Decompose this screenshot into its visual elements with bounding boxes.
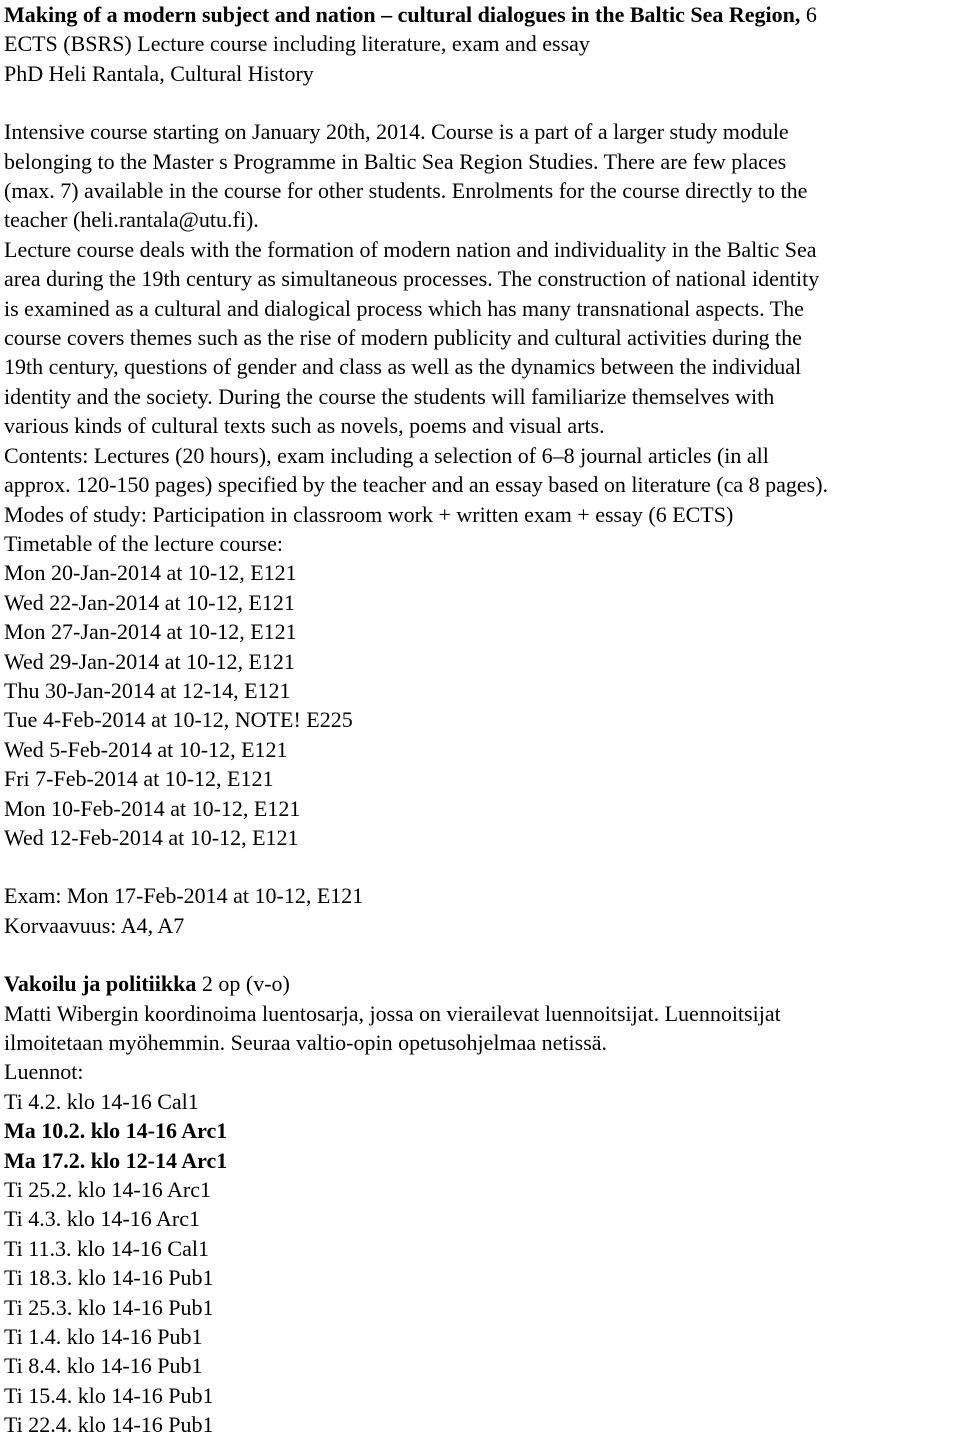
timetable-row: Wed 12-Feb-2014 at 10-12, E121 — [4, 824, 299, 850]
timetable-row: Wed 29-Jan-2014 at 10-12, E121 — [4, 648, 295, 674]
timetable-row: Tue 4-Feb-2014 at 10-12, NOTE! E225 — [4, 707, 353, 733]
description-line: area during the 19th century as simultaneous processes. The construction of national identity — [4, 266, 820, 292]
intro-line: Intensive course starting on January 20th, 2014. Course is a part of a larger study module — [4, 119, 789, 145]
course2-desc-line: Matti Wibergin koordinoima luentosarja, jossa on vierailevat luennoitsijat. Luennoitsijat — [4, 1000, 781, 1026]
course1-title-line2: ECTS (BSRS) Lecture course including literature, exam and essay — [4, 31, 590, 57]
timetable-row: Fri 7-Feb-2014 at 10-12, E121 — [4, 766, 274, 792]
lecture-row: Ma 17.2. klo 12-14 Arc1 — [4, 1147, 228, 1173]
lecture-row: Ti 22.4. klo 14-16 Pub1 — [4, 1412, 214, 1438]
lecture-row: Ti 4.3. klo 14-16 Arc1 — [4, 1206, 200, 1232]
description-line: Lecture course deals with the formation of modern nation and individuality in the Baltic Sea — [4, 236, 817, 262]
description-line: identity and the society. During the course the students will familiarize themselves with — [4, 383, 775, 409]
course2-title — [4, 969, 956, 998]
course1-modes: Modes of study: Participation in classroom work + written exam + essay (6 ECTS) — [4, 501, 734, 527]
course1-timetable — [4, 558, 956, 852]
contents-line: Contents: Lectures (20 hours), exam including a selection of 6–8 journal articles (in all — [4, 442, 769, 468]
intro-line: teacher (heli.rantala@utu.fi). — [4, 207, 259, 233]
timetable-heading: Timetable of the lecture course: — [4, 530, 283, 556]
course2-lectures — [4, 1087, 956, 1440]
intro-line: (max. 7) available in the course for other students. Enrolments for the course directly to the — [4, 178, 808, 204]
course1-title-rest: 6 — [800, 2, 817, 27]
course2-title-bold: Vakoilu ja politiikka — [4, 971, 197, 997]
intro-line: belonging to the Master s Programme in Baltic Sea Region Studies. There are few places — [4, 148, 787, 174]
lecture-row: Ti 8.4. klo 14-16 Pub1 — [4, 1353, 203, 1379]
description-line: is examined as a cultural and dialogical process which has many transnational aspects. The — [4, 295, 804, 321]
description-line: course covers themes such as the rise of modern publicity and cultural activities during the — [4, 325, 802, 351]
timetable-row: Mon 20-Jan-2014 at 10-12, E121 — [4, 560, 297, 586]
description-line: various kinds of cultural texts such as novels, poems and visual arts. — [4, 413, 605, 439]
timetable-row: Mon 10-Feb-2014 at 10-12, E121 — [4, 795, 301, 821]
course2-title-rest: 2 op (v-o) — [196, 971, 290, 997]
lecture-row: Ti 15.4. klo 14-16 Pub1 — [4, 1382, 214, 1408]
lecture-row: Ti 25.2. klo 14-16 Arc1 — [4, 1177, 211, 1203]
contents-line: approx. 120-150 pages) specified by the teacher and an essay based on literature (ca 8 pages). — [4, 472, 829, 498]
lecture-row: Ma 10.2. klo 14-16 Arc1 — [4, 1118, 228, 1144]
timetable-row: Mon 27-Jan-2014 at 10-12, E121 — [4, 619, 297, 645]
course1-exam: Exam: Mon 17-Feb-2014 at 10-12, E121 — [4, 883, 364, 909]
course1-header — [4, 0, 956, 88]
course1-title-bold: Making of a modern subject and nation – cultural dialogues in the Baltic Sea Region, — [4, 2, 801, 27]
lecture-row: Ti 1.4. klo 14-16 Pub1 — [4, 1324, 203, 1350]
spacer — [4, 940, 956, 969]
lectures-heading: Luennot: — [4, 1059, 84, 1085]
description-line: 19th century, questions of gender and class as well as the dynamics between the individual — [4, 354, 802, 380]
lecture-row: Ti 18.3. klo 14-16 Pub1 — [4, 1265, 214, 1291]
course1-contents — [4, 441, 956, 500]
lecture-row: Ti 25.3. klo 14-16 Pub1 — [4, 1294, 214, 1320]
lecture-row: Ti 4.2. klo 14-16 Cal1 — [4, 1088, 199, 1114]
course2-description — [4, 999, 956, 1058]
course1-intro — [4, 117, 956, 235]
course1-title-line1 — [4, 0, 956, 29]
course2-desc-line: ilmoitetaan myöhemmin. Seuraa valtio-opin opetusohjelmaa netissä. — [4, 1030, 608, 1055]
timetable-row: Wed 22-Jan-2014 at 10-12, E121 — [4, 589, 295, 615]
spacer — [4, 852, 956, 881]
timetable-row: Wed 5-Feb-2014 at 10-12, E121 — [4, 736, 288, 762]
lecture-row: Ti 11.3. klo 14-16 Cal1 — [4, 1235, 209, 1261]
course1-korvaavuus: Korvaavuus: A4, A7 — [4, 912, 185, 938]
timetable-row: Thu 30-Jan-2014 at 12-14, E121 — [4, 677, 291, 703]
course1-description — [4, 235, 956, 441]
course1-teacher: PhD Heli Rantala, Cultural History — [4, 60, 314, 86]
spacer — [4, 88, 956, 117]
